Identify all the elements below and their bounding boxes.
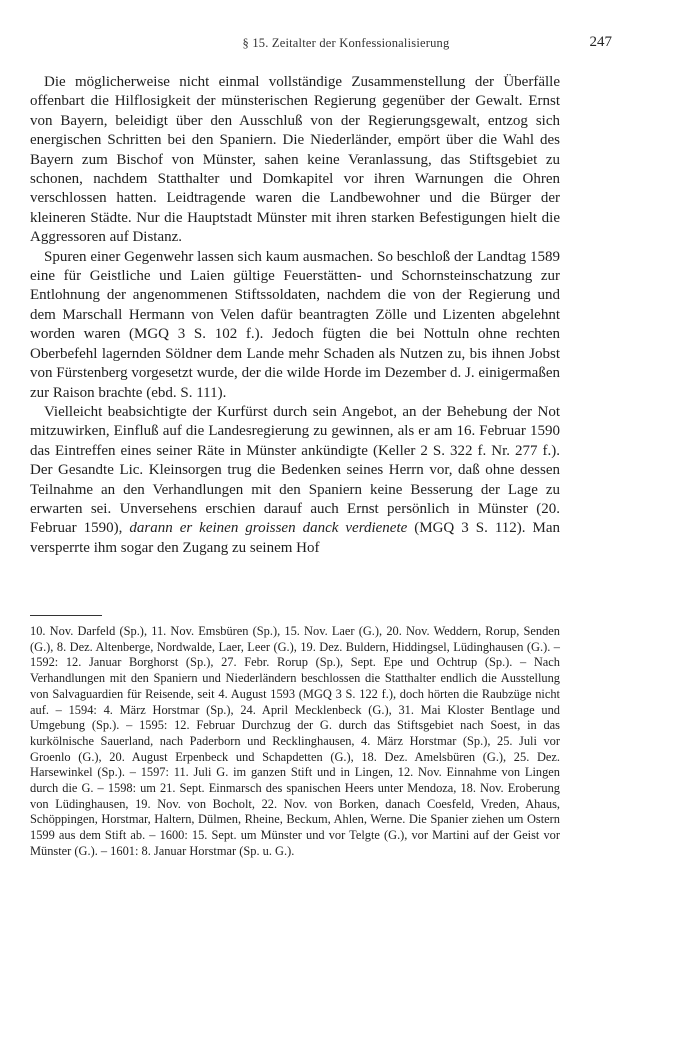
page-number: 247 bbox=[589, 34, 612, 50]
main-text bbox=[30, 73, 560, 558]
paragraph-2: Spuren einer Gegenwehr lassen sich kaum ausmachen. So beschloß der Landtag 1589 eine für Geistliche und Laien gültige Feuerstätten- und Schornsteinschatzung zur Entlohnung der angenommenen Stiftssoldaten, nachdem die von der Regierung und dem Marschall Hermann von Velen dafür beantragten Zölle und Lizenten abgelehnt worden waren (MGQ 3 S. 102 f.). Jedoch fügten die bei Nottuln ohne rechten Oberbefehl lagernden Söldner dem Lande mehr Schaden als Nutzen zu, bis ihnen Jobst von Fürstenberg vorgesetzt wurde, der die wilde Horde im Dezember d. J. einigermaßen zur Raison brachte (ebd. S. 111). bbox=[30, 248, 560, 401]
paragraph-1: Die möglicherweise nicht einmal vollständige Zusammenstellung der Überfälle offenbart die Hilflosigkeit der münsterischen Regierung gegenüber der Gewalt. Ernst von Bayern, beleidigt über den Ausschluß von der Regierungsgewalt, entzog sich energischen Schritten bei den Spaniern. Die Niederländer, empört über die Wahl des Bayern zum Bischof von Münster, sahen keine Veranlassung, das Stiftsgebiet zu schonen, nachdem Statthalter und Domkapitel vor ihren Warnungen die Ohren verschlossen hatten. Leidtragende waren die Landbewohner und die Bürger der kleineren Städte. Nur die Hauptstadt Münster mit ihren starken Befestigungen hielt die Aggressoren auf Distanz. bbox=[30, 74, 560, 246]
footnote-separator bbox=[30, 615, 102, 616]
running-head bbox=[0, 36, 700, 56]
paragraph-3-text-start: Vielleicht beabsichtigte der Kurfürst durch sein Angebot, an der Behebung der Not mitzuwirken, Einfluß auf die Landesregierung zu gewinnen, als er am 16. Februar 1590 das Eintreffen eines seiner Räte in Münster ankündigte (Keller 2 S. 322 f. Nr. 277 f.). Der Gesandte Lic. Kleinsorgen trug die Bedenken seines Herrn vor, daß ohne dessen Teilnahme an den Verhandlungen mit den Spaniern keine Besserung der Lage zu erwarten sei. Unversehens erschien darauf auch Ernst persönlich in Münster (20. Februar 1590), bbox=[30, 403, 560, 537]
running-title: § 15. Zeitalter der Konfessionalisierung bbox=[242, 36, 450, 50]
paragraph-3-text-end: (MGQ 3 S. 112). Man versperrte ihm sogar den Zugang zu seinem Hof bbox=[30, 520, 560, 556]
italic-quotation: darann er keinen groissen danck verdienete bbox=[129, 520, 408, 537]
paragraph-3 bbox=[30, 403, 560, 558]
footnote: 10. Nov. Darfeld (Sp.), 11. Nov. Emsbüren (Sp.), 15. Nov. Laer (G.), 20. Nov. Weddern, Rorup, Senden (G.), 8. Dez. Altenberge, Nordwalde, Laer, Leer (G.), 19. Dez. Buldern, Hiddingsel, Lüdinghausen (G.). – 1592: 12. Januar Borghorst (Sp.), 27. Febr. Rorup (Sp.), Sept. Epe und Ochtrup (Sp.). – Nach Verhandlungen mit den Spaniern und Niederländern beschlossen die Statthalter endlich die Ausstellung von Salvaguardien für Reisende, seit 4. August 1593 (MGQ 3 S. 122 f.), doch hörten die Raubzüge nicht auf. – 1594: 4. März Horstmar (Sp.), 24. April Mecklenbeck (G.), 31. Mai Kloster Bentlage und Umgebung (Sp.). – 1595: 12. Februar Durchzug der G. durch das Stiftsgebiet nach Soest, in das kurkölnische Sauerland, nach Paderborn und Recklinghausen, 4. März Horstmar (Sp.), 25. Juli vor Groenlo (G.), 20. August Erpenbeck und Schapdetten (G.), 18. Dez. Amelsbüren (G.), 25. Dez. Harsewinkel (Sp.). – 1597: 11. Juli G. im ganzen Stift und in Lingen, 12. Nov. Einnahme von Lingen durch die G. – 1598: um 21. Sept. Einmarsch des spanischen Heers unter Mendoza, 18. Nov. Eroberung von Lüdinghausen, 19. Nov. von Bocholt, 22. Nov. von Borken, danach Coesfeld, Vreden, Ahaus, Schöppingen, Horstmar, Haltern, Dülmen, Rheine, Beckum, Ahlen, Werne. Die Spanier ziehen um Ostern 1599 aus dem Stift ab. – 1600: 15. Sept. um Münster und vor Telgte (G.), vor Martini auf der Geist vor Münster (G.). – 1601: 8. Januar Horstmar (Sp. u. G.). bbox=[30, 624, 560, 858]
